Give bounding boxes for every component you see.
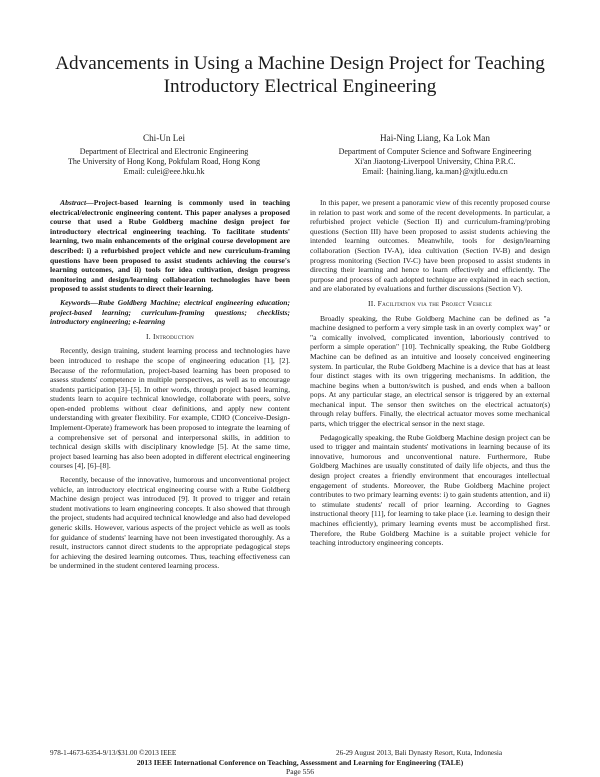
footer-isbn: 978-1-4673-6354-9/13/$31.00 ©2013 IEEE (50, 749, 177, 757)
left-column (50, 198, 290, 575)
footer-venue: 26-29 August 2013, Bali Dynasty Resort, Kuta, Indonesia (336, 749, 503, 757)
author-email: Email: culei@eee.hku.hk (123, 167, 205, 176)
footer-conference: 2013 IEEE International Conference on Teaching, Assessment and Learning for Engineering (TALE) (136, 758, 464, 767)
footer-page-number: Page 556 (285, 767, 315, 776)
paragraph: Recently, because of the innovative, humorous and unconventional project vehicle, an introductory electrical engineering course with a Rube Goldberg Machine design project was introduced [9]. It proved to trigger and retain student motivations to learn engineering concepts. It also showed that through the project, students had acquired technical knowledge and also had developed generic skills. However, various aspects of the project vehicle as well as tools for guidance of students' learning have not been investigated thoroughly. As a result, instructors cannot direct students to the appropriate pedagogical steps for achieving the desired learning outcomes. Thus, teaching effectiveness can be undermined in the student centered learning process. (50, 475, 290, 571)
section-heading-project-vehicle: II. Facilitation via the Project Vehicle (368, 298, 492, 308)
author-block-1 (48, 132, 280, 177)
paragraph: In this paper, we present a panoramic view of this recently proposed course in relation to past work and some of the recent developments. In particular, a refurbished project vehicle (Section II) and curriculum-framing/probing questions (Section III) have been proposed to assist students achieving the intended learning outcomes. Meanwhile, tools for design/learning collaboration (Section IV-A), idea cultivation (Section IV-B) and design progress monitoring (Section IV-C) have been proposed to assist students in directing their learning and hence to learn effectively and efficiently. The purpose and process of each adopted technique are explained in each section, and are elaborated by evaluations and further discussions (Section V). (310, 198, 550, 294)
paragraph: Broadly speaking, the Rube Goldberg Machine can be defined as "a machine designed to perform a very simple task in an overly complex way" or "a comically involved, complicated invention, laboriously contrived to perform a simple operation" [10]. Technically speaking, the Rube Goldberg Machine can be defined as an intuitive and loosely conceived engineering system. In particular, the Rube Goldberg Machine is a device that has at least four distinct stages with its own triggering mechanisms. In addition, the machine begins when a button/switch is pushed, and ends when a balloon pops. At any particular stage, an electrical sensor is triggered by an external mechanical input. The sensor then switches on the electrical actuator(s) through relay buffers. Finally, the electrical actuator moves some mechanical parts, which trigger the electrical sensor in the next stage. (310, 313, 550, 429)
abstract (50, 198, 290, 294)
keywords (50, 298, 290, 327)
author-email: Email: {haining.liang, ka.man}@xjtlu.edu.cn (362, 167, 508, 176)
author-block-2 (310, 132, 560, 177)
author-affiliation: Department of Computer Science and Software Engineering (338, 147, 532, 156)
author-affiliation: Xi'an Jiaotong-Liverpool University, China P.R.C. (354, 157, 516, 166)
abstract-text: Project-based learning is commonly used in teaching electrical/electronic engineering content. This paper analyses a proposed course that used a Rube Goldberg machine design project for introductory electrical engineering teaching. To facilitate students' learning, two main enhancements of the original course development are described: i) a refurbished project vehicle and new curriculum-framing questions have been proposed to assist students achieving the course's learning outcomes, and ii) tools for idea cultivation, design progress monitoring and design/learning collaboration technologies have been proposed to assist students to direct their learning. (50, 198, 290, 294)
author-affiliation: The University of Hong Kong, Pokfulam Road, Hong Kong (68, 157, 260, 166)
author-name: Chi-Un Lei (142, 133, 186, 143)
right-column (310, 198, 550, 552)
author-name: Hai-Ning Liang, Ka Lok Man (380, 133, 490, 143)
keywords-label: Keywords— (60, 297, 98, 307)
paragraph: Recently, design training, student learning process and technologies have been introduced to reshape the scope of engineering education [1], [2]. Because of the reformulation, project-based learning has been proposed to assess students' competence in multiple perspectives, as well as to encourage students participation [3]–[5]. In other words, through project based learning, students learn to acquire technical knowledge, collaborate with peers, solve open-ended problems without clear definitions, and apply new content understanding with greater flexibility. For example, CDIO (Conceive-Design-Implement-Operate) framework has been proposed to integrate the learning of a comprehensive set of personal and interpersonal skills, in addition to technical design skills with disciplinary knowledge [5]. At the same time, project based learning has also been adopted in different electrical engineering courses [4], [6]–[8]. (50, 346, 290, 471)
author-affiliation: Department of Electrical and Electronic Engineering (79, 147, 249, 156)
paper-title: Advancements in Using a Machine Design Project for Teaching Introductory Electrical Engineering (55, 53, 545, 97)
paragraph: Pedagogically speaking, the Rube Goldberg Machine design project can be used to trigger and maintain students' motivations in learning because of its innovative, humorous and unconventional nature. Furthermore, Rube Goldberg Machines are usually constituted of daily life objects, and thus the design project creates a friendly environment that encourages intellectual engagement of students. Moreover, the Rube Goldberg Machine project contributes to two primary learning events: i) to gain students attention, and ii) to stimulate students' recall of prior learning. According to Gagnes instructional theory [11], for learning to take place (i.e. learning to design their machines efficiently), primary learning events must be accomplished first. Therefore, the Rube Goldberg Machine is a suitable project vehicle for teaching introductory engineering concepts. (310, 432, 550, 548)
keywords-text: Rube Goldberg Machine; electrical engineering education; project-based learning; curriculum-framing questions; checklists; introductory engineering; e-learning (50, 297, 290, 327)
section-heading-introduction: I. Introduction (146, 331, 194, 341)
abstract-label: Abstract— (60, 198, 94, 207)
